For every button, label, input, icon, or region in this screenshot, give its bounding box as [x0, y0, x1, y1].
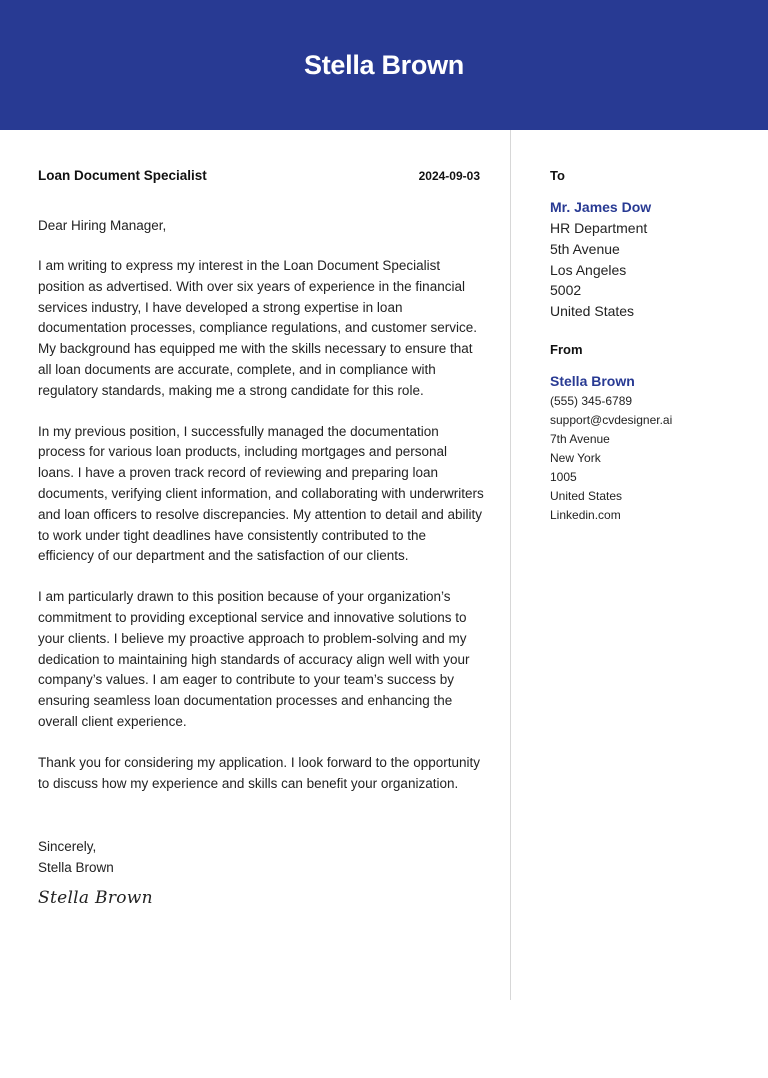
sender-email: support@cvdesigner.ai: [550, 412, 673, 427]
sender-website: Linkedin.com: [550, 507, 621, 522]
handwritten-signature: Stella Brown: [38, 888, 153, 909]
letter-body: [38, 168, 484, 908]
closing-block: [38, 836, 484, 878]
sender-postal-code: 1005: [550, 469, 577, 484]
recipient-street: 5th Avenue: [550, 240, 620, 257]
job-title: Loan Document Specialist: [38, 168, 207, 183]
paragraph-3: I am particularly drawn to this position because of your organization’s commitment to providing exceptional service and innovative solutions to your clients. I believe my proactive approach to problem-solving and my dedication to maintaining high standards of accuracy align well with your company’s values. I am eager to contribute to your team’s success by ensuring seamless loan documentation processes and enhancing the overall client experience.: [38, 589, 470, 729]
recipient-country: United States: [550, 303, 635, 320]
closing-phrase: Sincerely,: [38, 839, 97, 855]
sender-city: New York: [550, 450, 601, 465]
address-sidebar: [550, 168, 750, 525]
paragraph-2: In my previous position, I successfully managed the documentation process for various loan products, including mortgages and personal loans. I have a proven track record of reviewing and preparing loan documents, verifying client information, and collaborating with underwriters and loan officers to resolve discrepancies. My attention to detail and ability to work under tight deadlines have consistently contributed to the efficiency of our department and the satisfaction of our clients.: [38, 423, 484, 564]
letter-date: 2024-09-03: [418, 169, 480, 183]
sender-phone: (555) 345-6789: [550, 393, 633, 408]
recipient-city: Los Angeles: [550, 261, 627, 278]
from-label: From: [550, 341, 583, 357]
header-banner: [0, 0, 768, 130]
paragraph-1: I am writing to express my interest in the Loan Document Specialist position as advertised. With over six years of experience in the financial services industry, I have developed a strong expertise in loan documentation processes, compliance regulations, and customer service. My background has equipped me with the skills necessary to ensure that all loan documents are accurate, complete, and in compliance with regulatory standards, making me a strong candidate for this role.: [38, 258, 477, 398]
to-label: To: [550, 168, 565, 183]
sender-name: Stella Brown: [550, 372, 635, 389]
closing-name: Stella Brown: [38, 860, 114, 876]
greeting: Dear Hiring Manager,: [38, 218, 167, 233]
paragraph-4: Thank you for considering my application. I look forward to the opportunity to discuss how my experience and skills can benefit your organization.: [38, 754, 480, 791]
recipient-postal-code: 5002: [550, 282, 582, 299]
sender-street: 7th Avenue: [550, 431, 610, 446]
letter-meta: [38, 168, 484, 183]
column-divider: [510, 130, 511, 1000]
applicant-name: Stella Brown: [304, 49, 464, 80]
recipient-name: Mr. James Dow: [550, 199, 652, 215]
recipient-department: HR Department: [550, 220, 648, 236]
sender-country: United States: [550, 488, 623, 503]
